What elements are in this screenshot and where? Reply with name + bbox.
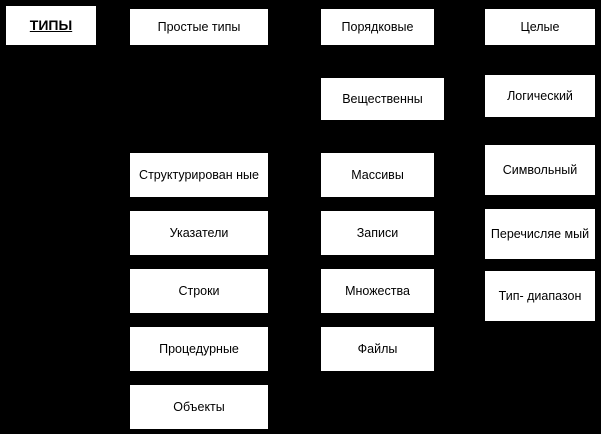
diagram-node-label: Массивы [351, 167, 404, 182]
diagram-node-range [484, 270, 596, 322]
diagram-node-label: Объекты [173, 399, 225, 414]
diagram-node-label: Процедурные [159, 341, 239, 356]
diagram-node-label: Строки [178, 283, 220, 298]
diagram-node-files [320, 326, 435, 372]
diagram-node-integer [484, 8, 596, 46]
diagram-node-structured [129, 152, 269, 198]
diagram-node-root [5, 5, 97, 46]
diagram-node-real [320, 77, 445, 121]
diagram-node-char [484, 144, 596, 196]
diagram-node-label: Множества [345, 283, 410, 298]
diagram-node-label: Целые [520, 19, 560, 34]
diagram-node-label: Файлы [357, 341, 398, 356]
diagram-node-label: Символьный [502, 162, 578, 177]
diagram-node-ordinal [320, 8, 435, 46]
diagram-node-procedural [129, 326, 269, 372]
diagram-node-label: Логический [507, 88, 573, 103]
diagram-node-label: Записи [356, 225, 399, 240]
diagram-node-simple [129, 8, 269, 46]
diagram-node-sets [320, 268, 435, 314]
diagram-node-label: Простые типы [157, 19, 241, 34]
diagram-node-pointers [129, 210, 269, 256]
diagram-node-label: Структурирован ные [139, 167, 259, 182]
diagram-node-label: Тип- диапазон [498, 288, 582, 303]
diagram-node-records [320, 210, 435, 256]
diagram-node-arrays [320, 152, 435, 198]
diagram-node-label: Указатели [169, 225, 229, 240]
diagram-node-boolean [484, 74, 596, 118]
diagram-node-label: Порядковые [341, 19, 414, 34]
diagram-node-label: Вещественны [342, 91, 423, 106]
diagram-node-label: Перечисляе мый [490, 226, 590, 241]
diagram-node-strings [129, 268, 269, 314]
diagram-node-enumerated [484, 208, 596, 260]
diagram-node-objects [129, 384, 269, 430]
diagram-node-label: ТИПЫ [29, 17, 73, 33]
